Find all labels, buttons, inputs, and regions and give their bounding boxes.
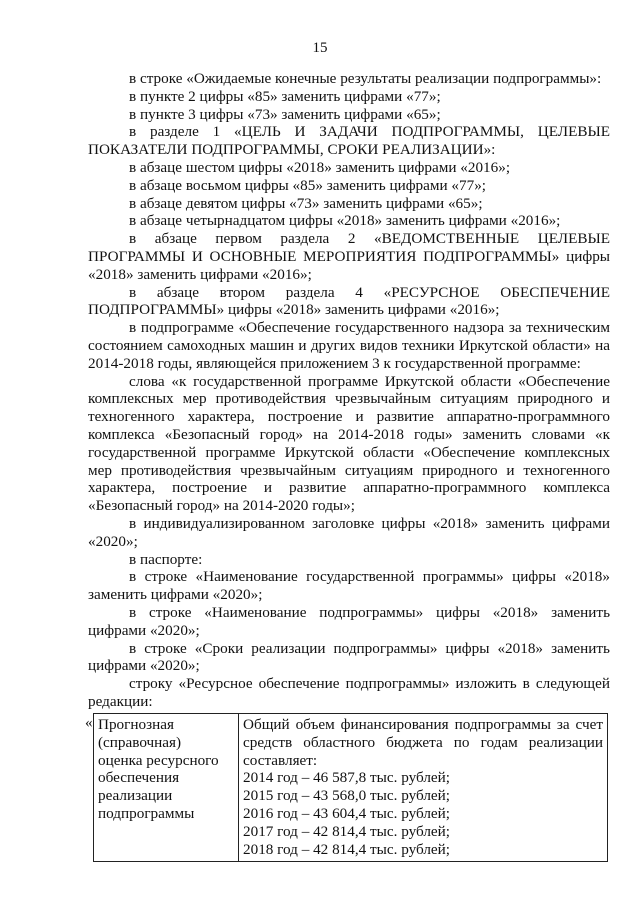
paragraph: в паспорте: xyxy=(129,550,203,568)
resource-label-line: реализации xyxy=(98,787,173,805)
resource-label-line: Прогнозная xyxy=(98,716,174,733)
paragraph: в абзаце девятом цифры «73» заменить цифрами «65»; xyxy=(129,194,483,212)
paragraph: в строке «Сроки реализации подпрограммы» цифры «2018» заменить цифрами «2020»; xyxy=(88,639,610,675)
paragraph: в строке «Ожидаемые конечные результаты реализации подпрограммы»: xyxy=(129,70,602,87)
financing-year-line: 2018 год – 42 814,4 тыс. рублей; xyxy=(243,840,451,858)
financing-year-line: 2015 год – 43 568,0 тыс. рублей; xyxy=(243,787,451,805)
page-number: 15 xyxy=(312,40,328,56)
paragraph: в строке «Наименование государственной программы» цифры «2018» заменить цифрами «2020»; xyxy=(88,568,610,604)
resource-table-block xyxy=(85,713,610,862)
paragraph: в разделе 1 «ЦЕЛЬ И ЗАДАЧИ ПОДПРОГРАММЫ, ЦЕЛЕВЫЕ ПОКАЗАТЕЛИ ПОДПРОГРАММЫ, СРОКИ РЕАЛИЗАЦИИ»: xyxy=(88,123,610,159)
financing-year-line: 2017 год – 42 814,4 тыс. рублей; xyxy=(243,822,451,840)
table-open-quote: « xyxy=(85,714,93,731)
financing-year-line: 2014 год – 46 587,8 тыс. рублей; xyxy=(243,769,451,787)
paragraph: слова «к государственной программе Иркутской области «Обеспечение комплексных мер противодействия чрезвычайным ситуациям природного и техногенного характера, построение и развитие аппаратно-программного комплекса «Безопасный город» на 2014-2018 годы» заменить словами «к государственной программе Иркутской области «Обеспечение комплексных мер противодействия чрезвычайным ситуациям природного и техногенного характера, построение и развитие аппаратно-программного комплекса «Безопасный город» на 2014-2020 годы»; xyxy=(88,372,610,515)
resource-value-cell xyxy=(239,714,608,862)
resource-label-line: обеспечения xyxy=(98,769,180,787)
paragraph: в пункте 2 цифры «85» заменить цифрами «77»; xyxy=(129,87,441,105)
resource-table xyxy=(93,713,608,862)
paragraph: в индивидуализированном заголовке цифры «2018» заменить цифрами «2020»; xyxy=(88,514,610,550)
paragraph: в абзаце восьмом цифры «85» заменить цифрами «77»; xyxy=(129,176,487,194)
paragraph: в абзаце шестом цифры «2018» заменить цифрами «2016»; xyxy=(129,158,511,176)
paragraph: в строке «Наименование подпрограммы» цифры «2018» заменить цифрами «2020»; xyxy=(88,603,610,639)
paragraph: в пункте 3 цифры «73» заменить цифрами «65»; xyxy=(129,105,441,123)
resource-label-line: (справочная) xyxy=(98,733,182,751)
table-row xyxy=(94,714,608,862)
resource-label-line: подпрограммы xyxy=(98,804,195,822)
financing-intro: Общий объем финансирования подпрограммы за счет средств областного бюджета по годам реализации составляет: xyxy=(243,716,603,769)
document-body xyxy=(88,70,610,711)
paragraph: в абзаце четырнадцатом цифры «2018» заменить цифрами «2016»; xyxy=(129,212,561,230)
paragraph: в абзаце первом раздела 2 «ВЕДОМСТВЕННЫЕ ЦЕЛЕВЫЕ ПРОГРАММЫ И ОСНОВНЫЕ МЕРОПРИЯТИЯ ПОДПРОГРАММЫ» цифры «2018» заменить цифрами «2016»; xyxy=(88,230,610,283)
paragraph: в абзаце втором раздела 4 «РЕСУРСНОЕ ОБЕСПЕЧЕНИЕ ПОДПРОГРАММЫ» цифры «2018» заменить цифрами «2016»; xyxy=(88,283,610,319)
resource-label-line: оценка ресурсного xyxy=(98,751,219,769)
financing-year-line: 2016 год – 43 604,4 тыс. рублей; xyxy=(243,804,451,822)
resource-label-cell xyxy=(94,714,239,862)
paragraph: в подпрограмме «Обеспечение государственного надзора за техническим состоянием самоходных машин и других видов техники Иркутской области» на 2014-2018 годы, являющейся приложением 3 к государственной программе: xyxy=(88,319,610,372)
paragraph: строку «Ресурсное обеспечение подпрограммы» изложить в следующей редакции: xyxy=(88,675,610,710)
